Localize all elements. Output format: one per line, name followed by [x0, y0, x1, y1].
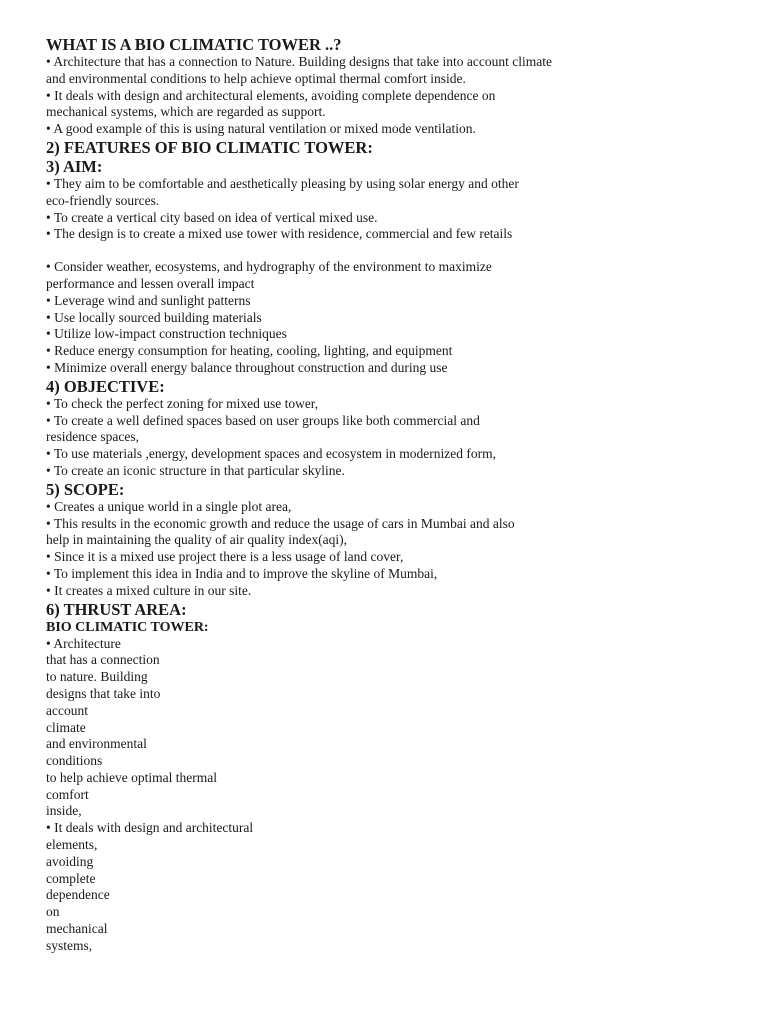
scope-line: • This results in the economic growth and reduce the usage of cars in Mumbai and also — [46, 515, 515, 531]
aim-line: eco-friendly sources. — [46, 192, 160, 208]
thrust-line: climate — [46, 719, 86, 735]
thrust-area-heading: 6) THRUST AREA: — [46, 599, 187, 619]
scope-line: • Since it is a mixed use project there is a less usage of land cover, — [46, 549, 404, 565]
document-title: WHAT IS A BIO CLIMATIC TOWER ..? — [46, 35, 342, 54]
scope-line: help in maintaining the quality of air quality index(aqi), — [46, 532, 348, 548]
consideration-line: • Utilize low-impact construction techniques — [46, 326, 287, 342]
thrust-line: elements, — [46, 837, 98, 853]
thrust-line: avoiding — [46, 853, 94, 869]
intro-line: and environmental conditions to help achieve optimal thermal comfort inside. — [46, 70, 466, 86]
aim-line: • To create a vertical city based on idea of vertical mixed use. — [46, 209, 378, 225]
scope-section — [46, 499, 746, 600]
paragraph-gap — [46, 243, 746, 259]
objective-line: residence spaces, — [46, 429, 139, 445]
thrust-line: dependence — [46, 887, 110, 903]
scope-line: • To implement this idea in India and to improve the skyline of Mumbai, — [46, 565, 438, 581]
intro-line: • Architecture that has a connection to Nature. Building designs that take into account climate — [46, 54, 552, 69]
consideration-line: • Use locally sourced building materials — [46, 309, 262, 325]
objective-line: • To use materials ,energy, development spaces and ecosystem in modernized form, — [46, 446, 497, 462]
thrust-line: to nature. Building — [46, 669, 148, 685]
objective-line: • To create a well defined spaces based on user groups like both commercial and — [46, 412, 480, 428]
thrust-line: to help achieve optimal thermal — [46, 769, 217, 785]
aim-line: • The design is to create a mixed use tower with residence, commercial and few retails — [46, 226, 513, 242]
scope-line: • Creates a unique world in a single plot area, — [46, 498, 292, 514]
features-heading: 2) FEATURES OF BIO CLIMATIC TOWER: — [46, 137, 373, 157]
thrust-line: account — [46, 702, 88, 718]
aim-section — [46, 176, 746, 243]
thrust-line: and environmental — [46, 736, 147, 752]
objective-line: • To create an iconic structure in that particular skyline. — [46, 462, 345, 478]
thrust-line: conditions — [46, 753, 103, 769]
thrust-line: on — [46, 904, 60, 920]
thrust-line: mechanical — [46, 921, 108, 937]
thrust-line: complete — [46, 870, 96, 886]
scope-heading: 5) SCOPE: — [46, 479, 125, 499]
objective-heading: 4) OBJECTIVE: — [46, 376, 165, 396]
intro-section — [46, 54, 746, 138]
objective-line: • To check the perfect zoning for mixed use tower, — [46, 395, 319, 411]
thrust-line: • Architecture — [46, 635, 121, 651]
consideration-line: • Leverage wind and sunlight patterns — [46, 292, 251, 308]
consideration-line: performance and lessen overall impact — [46, 275, 255, 291]
aim-heading: 3) AIM: — [46, 156, 103, 176]
thrust-line: • It deals with design and architectural — [46, 820, 254, 836]
consideration-line: • Consider weather, ecosystems, and hydrography of the environment to maximize — [46, 259, 492, 275]
intro-line: • It deals with design and architectural elements, avoiding complete dependence on — [46, 87, 496, 103]
aim-line: • They aim to be comfortable and aesthetically pleasing by using solar energy and other — [46, 175, 519, 191]
intro-line: mechanical systems, which are regarded as support. — [46, 104, 326, 120]
consideration-line: • Reduce energy consumption for heating, cooling, lighting, and equipment — [46, 343, 453, 359]
intro-line: • A good example of this is using natural ventilation or mixed mode ventilation. — [46, 121, 476, 137]
consideration-line: • Minimize overall energy balance throughout construction and during use — [46, 359, 448, 375]
thrust-line: systems, — [46, 937, 93, 953]
thrust-line: comfort — [46, 786, 89, 802]
scope-line: • It creates a mixed culture in our site. — [46, 582, 252, 598]
objective-section — [46, 396, 746, 480]
thrust-line: inside, — [46, 803, 82, 819]
document-page — [46, 35, 746, 955]
thrust-area-subheading: BIO CLIMATIC TOWER: — [46, 619, 209, 635]
thrust-line: designs that take into — [46, 685, 161, 701]
thrust-line: that has a connection — [46, 652, 160, 668]
considerations-section — [46, 259, 746, 377]
thrust-section — [46, 636, 746, 955]
